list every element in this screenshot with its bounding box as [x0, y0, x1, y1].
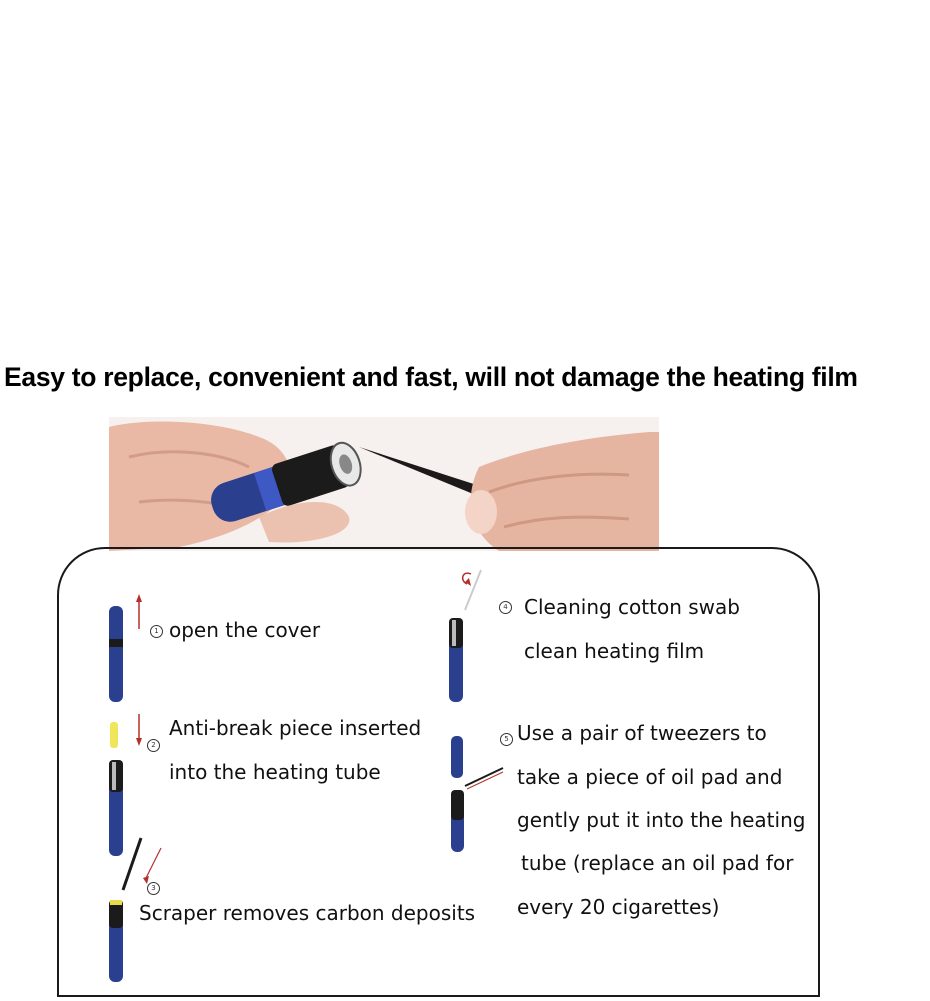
step-2-text-line-2: into the heating tube	[169, 760, 381, 784]
step-number-badge: 3	[147, 882, 160, 895]
step-5-text-line-3: gently put it into the heating	[517, 808, 806, 832]
step-5-text-line-1: Use a pair of tweezers to	[517, 721, 767, 745]
step-number-badge: 2	[147, 739, 160, 752]
step-2-text-line-1: Anti-break piece inserted	[169, 716, 422, 740]
step-3-text: Scraper removes carbon deposits	[139, 901, 476, 925]
step-4-text-line-1: Cleaning cotton swab	[524, 595, 740, 619]
step-5-text-line-2: take a piece of oil pad and	[517, 765, 783, 789]
headline: Easy to replace, convenient and fast, will not damage the heating film	[4, 362, 858, 392]
step-number-badge: 4	[499, 601, 512, 614]
step-number-badge: 1	[150, 625, 163, 638]
device-open-cover-icon	[103, 594, 153, 704]
step-4-text-line-2: clean heating film	[524, 639, 705, 663]
device-tweezers-icon	[445, 734, 505, 854]
step-1-text: open the cover	[169, 618, 321, 642]
step-number-badge: 5	[500, 733, 513, 746]
step-5-text-line-5: every 20 cigarettes)	[517, 895, 720, 919]
step-5-text-line-4: tube (replace an oil pad for	[521, 851, 794, 875]
cleaning-photo	[109, 417, 659, 551]
device-cotton-swab-icon	[445, 566, 495, 704]
